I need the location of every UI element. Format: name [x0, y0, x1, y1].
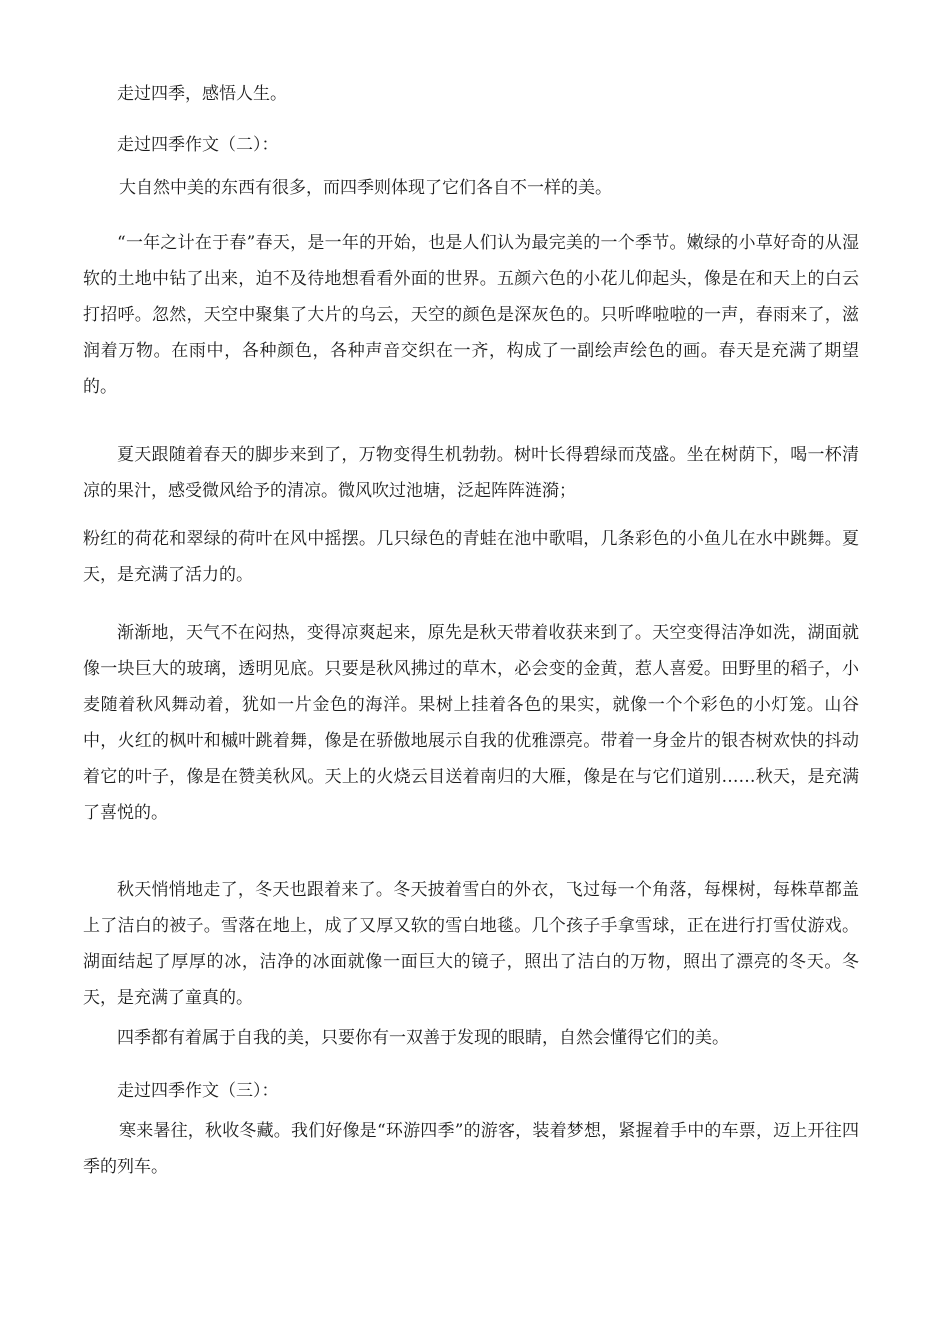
heading-essay-two: 走过四季作文（二）： — [117, 135, 279, 155]
paragraph-summer-head: 夏天跟随着春天的脚步来到了，万物变得生机勃勃。树叶长得碧绿而茂盛。坐在树荫下，喝一杯清凉的果汁，感受微风给予的清凉。微风吹过池塘，泛起阵阵涟漪； — [83, 445, 859, 501]
paragraph-winter: 秋天悄悄地走了，冬天也跟着来了。冬天披着雪白的外衣，飞过每一个角落，每棵树，每株草都盖上了洁白的被子。雪落在地上，成了又厚又软的雪白地毯。几个孩子手拿雪球，正在进行打雪仗游戏。湖面结起了厚厚的冰，洁净的冰面就像一面巨大的镜子，照出了洁白的万物，照出了漂亮的冬天。冬天，是充满了童真的。 — [83, 880, 859, 1008]
paragraph-autumn: 渐渐地，天气不在闷热，变得凉爽起来，原先是秋天带着收获来到了。天空变得洁净如洗，湖面就像一块巨大的玻璃，透明见底。只要是秋风拂过的草木，必会变的金黄，惹人喜爱。田野里的稻子，小麦随着秋风舞动着，犹如一片金色的海洋。果树上挂着各色的果实，就像一个个彩色的小灯笼。山谷中，火红的枫叶和槭叶跳着舞，像是在骄傲地展示自我的优雅漂亮。带着一身金片的银杏树欢快的抖动着它的叶子，像是在赞美秋风。天上的火烧云目送着南归的大雁，像是在与它们道别……秋天，是充满了喜悦的。 — [83, 623, 859, 823]
conclusion-essay-two: 四季都有着属于自我的美，只要你有一双善于发现的眼睛，自然会懂得它们的美。 — [117, 1028, 729, 1048]
paragraph-summer-tail: 粉红的荷花和翠绿的荷叶在风中摇摆。几只绿色的青蛙在池中歌唱，几条彩色的小鱼儿在水中跳舞。夏天，是充满了活力的。 — [83, 529, 859, 585]
heading-essay-three: 走过四季作文（三）： — [117, 1081, 279, 1101]
intro-essay-two: 大自然中美的东西有很多，而四季则体现了它们各自不一样的美。 — [119, 178, 612, 198]
intro-essay-three: 寒来暑往，秋收冬藏。我们好像是“环游四季”的游客，装着梦想，紧握着手中的车票，迈上开往四季的列车。 — [83, 1121, 859, 1177]
paragraph-spring: “一年之计在于春”春天，是一年的开始，也是人们认为最完美的一个季节。嫩绿的小草好奇的从湿软的土地中钻了出来，迫不及待地想看看外面的世界。五颜六色的小花儿仰起头，像是在和天上的白云打招呼。忽然，天空中聚集了大片的乌云，天空的颜色是深灰色的。只听哗啦啦的一声，春雨来了，滋润着万物。在雨中，各种颜色，各种声音交织在一齐，构成了一副绘声绘色的画。春天是充满了期望的。 — [83, 233, 859, 397]
closing-line-essay-one: 走过四季，感悟人生。 — [117, 84, 287, 104]
